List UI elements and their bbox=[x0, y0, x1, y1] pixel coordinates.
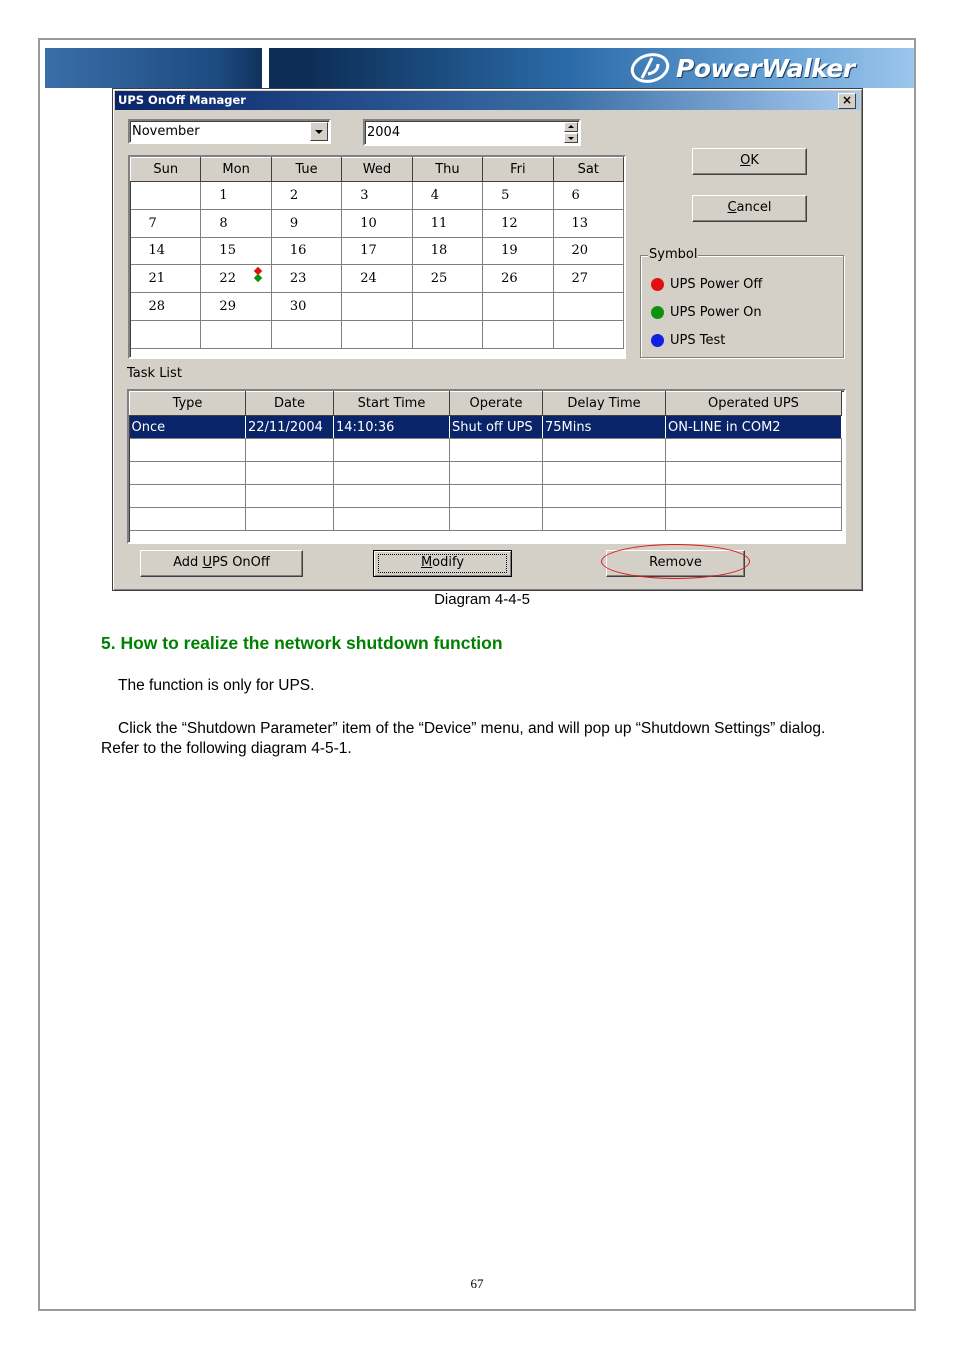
calendar-day[interactable]: 4 bbox=[412, 182, 482, 210]
table-cell bbox=[666, 439, 842, 462]
table-cell: Shut off UPS bbox=[450, 416, 543, 439]
body-paragraph: Click the “Shutdown Parameter” item of the “Device” menu, and will pop up “Shutdown Settings” dialog. Refer to the following diagram 4-5-1. bbox=[101, 720, 826, 757]
legend-item-power-off bbox=[651, 275, 762, 293]
calendar-week bbox=[131, 237, 624, 265]
table-cell bbox=[130, 439, 246, 462]
table-cell bbox=[334, 462, 450, 485]
calendar-day[interactable]: 1 bbox=[201, 182, 271, 210]
body-paragraph: The function is only for UPS. bbox=[118, 677, 315, 694]
table-cell: ON-LINE in COM2 bbox=[666, 416, 842, 439]
calendar-week bbox=[131, 209, 624, 237]
calendar-day[interactable]: 15 bbox=[201, 237, 271, 265]
power-logo-icon bbox=[628, 52, 674, 84]
red-dot-icon bbox=[651, 278, 664, 291]
table-cell bbox=[334, 508, 450, 531]
calendar-day[interactable]: 10 bbox=[342, 209, 412, 237]
table-cell bbox=[334, 439, 450, 462]
calendar-day[interactable]: 29 bbox=[201, 293, 271, 321]
calendar-day[interactable]: 9 bbox=[271, 209, 341, 237]
calendar-day[interactable] bbox=[131, 182, 201, 210]
calendar-day[interactable]: 18 bbox=[412, 237, 482, 265]
table-cell bbox=[334, 485, 450, 508]
table-cell bbox=[130, 508, 246, 531]
year-value: 2004 bbox=[367, 125, 401, 140]
cancel-button[interactable] bbox=[692, 195, 807, 222]
calendar-day[interactable] bbox=[483, 293, 553, 321]
calendar-day[interactable]: 11 bbox=[412, 209, 482, 237]
calendar-day[interactable]: 28 bbox=[131, 293, 201, 321]
calendar-table bbox=[130, 157, 624, 349]
calendar-day[interactable]: 6 bbox=[553, 182, 623, 210]
day-header-sat: Sat bbox=[553, 158, 623, 182]
calendar-day[interactable] bbox=[342, 320, 412, 348]
table-row[interactable] bbox=[130, 508, 842, 531]
remove-button[interactable]: Remove bbox=[606, 550, 745, 577]
legend-label: UPS Power On bbox=[670, 304, 762, 320]
modify-label-rest: odify bbox=[432, 555, 465, 570]
table-cell bbox=[450, 485, 543, 508]
table-cell bbox=[543, 439, 666, 462]
calendar-day[interactable] bbox=[342, 293, 412, 321]
add-mnemonic: U bbox=[202, 555, 212, 570]
calendar-grid bbox=[128, 155, 626, 359]
column-header-type[interactable]: Type bbox=[130, 392, 246, 416]
add-ups-onoff-button[interactable] bbox=[140, 550, 303, 577]
table-row-selected[interactable] bbox=[130, 416, 842, 439]
year-spinner[interactable] bbox=[363, 119, 581, 146]
calendar-day-number: 22 bbox=[219, 271, 236, 287]
calendar-day[interactable] bbox=[483, 320, 553, 348]
table-cell bbox=[246, 485, 334, 508]
calendar-day-with-tasks[interactable] bbox=[201, 265, 271, 293]
calendar-day[interactable] bbox=[412, 293, 482, 321]
calendar-day[interactable]: 17 bbox=[342, 237, 412, 265]
calendar-day[interactable] bbox=[553, 293, 623, 321]
table-cell bbox=[450, 462, 543, 485]
table-cell bbox=[666, 485, 842, 508]
blue-dot-icon bbox=[651, 334, 664, 347]
table-row[interactable] bbox=[130, 485, 842, 508]
spin-up-icon[interactable] bbox=[564, 122, 578, 132]
calendar-week bbox=[131, 293, 624, 321]
calendar-day[interactable]: 30 bbox=[271, 293, 341, 321]
green-dot-icon bbox=[651, 306, 664, 319]
ok-button[interactable] bbox=[692, 148, 807, 175]
table-cell bbox=[543, 508, 666, 531]
legend-item-power-on bbox=[651, 303, 762, 321]
legend-item-test bbox=[651, 331, 725, 349]
day-header-tue: Tue bbox=[271, 158, 341, 182]
calendar-day[interactable]: 25 bbox=[412, 265, 482, 293]
table-cell bbox=[450, 439, 543, 462]
cancel-label: ancel bbox=[736, 200, 772, 215]
table-cell: Once bbox=[130, 416, 246, 439]
table-cell bbox=[666, 508, 842, 531]
column-header-delay-time[interactable]: Delay Time bbox=[543, 392, 666, 416]
calendar-day[interactable]: 24 bbox=[342, 265, 412, 293]
table-row[interactable] bbox=[130, 462, 842, 485]
table-cell bbox=[543, 462, 666, 485]
task-list bbox=[127, 389, 846, 544]
calendar-day[interactable]: 14 bbox=[131, 237, 201, 265]
table-cell bbox=[130, 462, 246, 485]
calendar-day[interactable] bbox=[131, 320, 201, 348]
section-heading: 5. How to realize the network shutdown function bbox=[101, 633, 503, 653]
modify-button[interactable] bbox=[373, 550, 512, 577]
column-header-start-time[interactable]: Start Time bbox=[334, 392, 450, 416]
calendar-day[interactable]: 16 bbox=[271, 237, 341, 265]
table-cell bbox=[246, 462, 334, 485]
calendar-day[interactable]: 13 bbox=[553, 209, 623, 237]
table-cell bbox=[666, 462, 842, 485]
calendar-day[interactable] bbox=[271, 320, 341, 348]
add-label-rest: PS OnOff bbox=[211, 555, 270, 570]
table-cell bbox=[246, 439, 334, 462]
table-cell bbox=[246, 508, 334, 531]
table-cell bbox=[543, 485, 666, 508]
calendar-day[interactable]: 5 bbox=[483, 182, 553, 210]
table-cell: 75Mins bbox=[543, 416, 666, 439]
power-on-marker-icon bbox=[254, 274, 262, 282]
calendar-day[interactable]: 3 bbox=[342, 182, 412, 210]
brand-name: PowerWalker bbox=[676, 53, 855, 83]
brand-logo bbox=[628, 50, 908, 86]
close-button[interactable]: × bbox=[838, 93, 856, 109]
table-cell bbox=[450, 508, 543, 531]
diagram-caption: Diagram 4-4-5 bbox=[434, 591, 530, 608]
calendar-day[interactable]: 7 bbox=[131, 209, 201, 237]
calendar-day[interactable]: 21 bbox=[131, 265, 201, 293]
table-row[interactable] bbox=[130, 439, 842, 462]
highlight-circle bbox=[601, 544, 750, 579]
month-value: November bbox=[132, 124, 200, 139]
column-header-operated-ups[interactable]: Operated UPS bbox=[666, 392, 842, 416]
calendar-week bbox=[131, 265, 624, 293]
task-list-label: Task List bbox=[127, 366, 182, 381]
dialog-title: UPS OnOff Manager bbox=[118, 93, 246, 107]
ok-mnemonic: O bbox=[740, 153, 751, 168]
year-spin-buttons bbox=[564, 122, 578, 143]
calendar-week bbox=[131, 182, 624, 210]
column-header-operate[interactable]: Operate bbox=[450, 392, 543, 416]
day-header-fri: Fri bbox=[483, 158, 553, 182]
cancel-mnemonic: C bbox=[727, 200, 737, 215]
add-label-pre: Add bbox=[173, 555, 203, 570]
modify-mnemonic: M bbox=[420, 555, 433, 570]
ok-label: K bbox=[750, 153, 759, 168]
calendar-day[interactable]: 12 bbox=[483, 209, 553, 237]
day-header-mon: Mon bbox=[201, 158, 271, 182]
calendar-day[interactable] bbox=[201, 320, 271, 348]
table-cell: 22/11/2004 bbox=[246, 416, 334, 439]
calendar-header-row bbox=[131, 158, 624, 182]
banner-divider bbox=[262, 48, 269, 88]
month-dropdown[interactable] bbox=[128, 119, 331, 144]
calendar-day[interactable]: 23 bbox=[271, 265, 341, 293]
chevron-down-icon[interactable] bbox=[310, 122, 328, 141]
column-header-date[interactable]: Date bbox=[246, 392, 334, 416]
calendar-day[interactable] bbox=[553, 320, 623, 348]
page-number: 67 bbox=[470, 1276, 484, 1291]
table-cell: 14:10:36 bbox=[334, 416, 450, 439]
focus-rectangle bbox=[378, 554, 507, 573]
calendar-day[interactable]: 27 bbox=[553, 265, 623, 293]
calendar-day[interactable]: 8 bbox=[201, 209, 271, 237]
calendar-week bbox=[131, 320, 624, 348]
day-header-wed: Wed bbox=[342, 158, 412, 182]
day-header-thu: Thu bbox=[412, 158, 482, 182]
task-list-table bbox=[129, 391, 842, 531]
calendar-day[interactable]: 19 bbox=[483, 237, 553, 265]
day-header-sun: Sun bbox=[131, 158, 201, 182]
legend-label: UPS Test bbox=[670, 332, 726, 348]
calendar-day[interactable]: 26 bbox=[483, 265, 553, 293]
symbol-legend bbox=[640, 247, 844, 358]
dialog-titlebar[interactable] bbox=[115, 91, 860, 110]
calendar-day[interactable]: 20 bbox=[553, 237, 623, 265]
table-cell bbox=[130, 485, 246, 508]
calendar-day[interactable]: 2 bbox=[271, 182, 341, 210]
legend-label: UPS Power Off bbox=[670, 276, 763, 292]
calendar-day[interactable] bbox=[412, 320, 482, 348]
ups-onoff-manager-dialog bbox=[112, 88, 863, 591]
symbol-legend-title: Symbol bbox=[649, 247, 698, 262]
task-list-header-row bbox=[130, 392, 842, 416]
spin-down-icon[interactable] bbox=[564, 133, 578, 143]
